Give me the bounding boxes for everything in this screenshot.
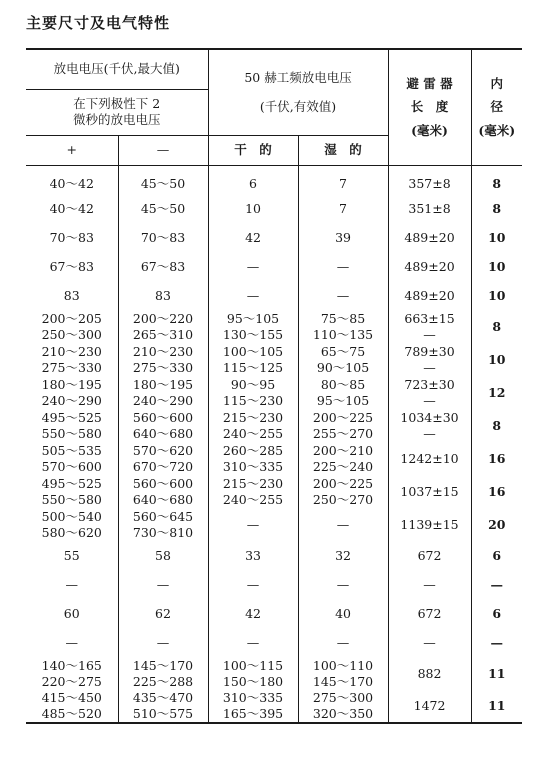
- cell-dry-line: 150～180: [222, 673, 284, 689]
- cell-wet-line: 275～300: [312, 690, 374, 706]
- cell-dry-line: 100～115: [222, 657, 284, 673]
- cell-positive-line: 140～165: [41, 657, 102, 673]
- cell-negative: [118, 165, 208, 194]
- header-length: [388, 49, 471, 165]
- cell-negative: [118, 475, 208, 508]
- cell-dry-line: 240～255: [222, 425, 284, 441]
- cell-dry: [208, 657, 298, 690]
- cell-wet-line: 250～270: [312, 491, 374, 507]
- cell-dry-line: —: [246, 287, 260, 303]
- cell-length: [388, 690, 471, 723]
- cell-length-line: 489±20: [404, 287, 455, 303]
- cell-positive: [26, 343, 118, 376]
- cell-negative: [118, 281, 208, 310]
- header-wet: 湿 的: [298, 135, 388, 165]
- cell-negative-line: —: [156, 576, 170, 592]
- cell-negative: [118, 541, 208, 570]
- cell-positive-line: 505～535: [41, 442, 102, 458]
- cell-length: [388, 541, 471, 570]
- cell-negative-line: 210～230: [132, 343, 194, 359]
- cell-dry-line: 42: [245, 605, 261, 621]
- header-power-frequency-unit: (千伏,有效值): [259, 99, 337, 115]
- cell-negative: [118, 690, 208, 723]
- header-positive: +: [26, 135, 118, 165]
- cell-wet-line: —: [336, 258, 350, 274]
- cell-wet-line: —: [336, 287, 350, 303]
- page-title: 主要尺寸及电气特性: [26, 14, 171, 32]
- cell-diameter: 20: [471, 508, 522, 541]
- table-row: [26, 690, 522, 723]
- cell-length-line: 1034±30: [400, 409, 459, 425]
- cell-length: [388, 599, 471, 628]
- cell-length: [388, 343, 471, 376]
- cell-wet-line: 65～75: [320, 343, 366, 359]
- cell-positive: [26, 194, 118, 223]
- cell-dry: [208, 409, 298, 442]
- cell-dry: [208, 343, 298, 376]
- cell-diameter: —: [471, 570, 522, 599]
- table-row: [26, 376, 522, 409]
- header-impulse-line-2: 微秒的放电电压: [73, 112, 161, 127]
- cell-dry-line: 260～285: [222, 442, 284, 458]
- cell-positive: [26, 442, 118, 475]
- cell-negative-line: 570～620: [132, 442, 194, 458]
- cell-length: [388, 570, 471, 599]
- cell-wet-line: —: [336, 516, 350, 532]
- cell-dry: [208, 570, 298, 599]
- cell-diameter: 10: [471, 343, 522, 376]
- cell-negative-line: 560～600: [132, 409, 194, 425]
- cell-positive-line: 60: [63, 605, 80, 621]
- cell-positive: [26, 409, 118, 442]
- cell-dry: [208, 599, 298, 628]
- cell-wet-line: 80～85: [320, 376, 366, 392]
- cell-negative: [118, 194, 208, 223]
- cell-negative: [118, 657, 208, 690]
- cell-positive: [26, 570, 118, 599]
- cell-length-line: 723±30: [404, 376, 455, 392]
- table-row: [26, 475, 522, 508]
- cell-wet: [298, 252, 388, 281]
- cell-dry: [208, 690, 298, 723]
- header-diameter-line-1: 内: [490, 75, 504, 91]
- cell-negative-line: 560～645: [132, 508, 194, 524]
- header-diameter-line-3: (毫米): [478, 123, 516, 139]
- cell-dry-line: 6: [249, 175, 257, 191]
- cell-wet-line: —: [336, 634, 350, 650]
- cell-positive-line: 83: [63, 287, 80, 303]
- cell-negative-line: 730～810: [132, 524, 194, 540]
- cell-wet: [298, 541, 388, 570]
- cell-wet: [298, 628, 388, 657]
- cell-negative-line: 435～470: [132, 690, 194, 706]
- spec-table: [26, 48, 522, 724]
- cell-length-line: 882: [417, 665, 442, 681]
- cell-length: [388, 194, 471, 223]
- cell-negative-line: —: [156, 634, 170, 650]
- cell-negative-line: 145～170: [132, 657, 194, 673]
- cell-diameter: 10: [471, 281, 522, 310]
- cell-positive: [26, 690, 118, 723]
- cell-positive: [26, 541, 118, 570]
- table-header: [26, 49, 522, 165]
- cell-positive: [26, 252, 118, 281]
- cell-negative-line: 560～600: [132, 475, 194, 491]
- table-row: [26, 599, 522, 628]
- cell-diameter: 6: [471, 599, 522, 628]
- cell-wet: [298, 690, 388, 723]
- cell-dry-line: —: [246, 258, 260, 274]
- cell-wet-line: 95～105: [316, 392, 370, 408]
- header-impulse-line-1: 在下列极性下 2: [73, 96, 161, 112]
- cell-dry: [208, 223, 298, 252]
- table-row: [26, 541, 522, 570]
- cell-negative-line: 640～680: [132, 491, 194, 507]
- cell-dry-line: 115～230: [222, 392, 284, 408]
- cell-wet-line: 100～110: [312, 657, 374, 673]
- table-row: [26, 223, 522, 252]
- cell-negative: [118, 442, 208, 475]
- cell-positive: [26, 223, 118, 252]
- cell-dry-line: 100～105: [222, 343, 284, 359]
- cell-positive-line: 250～300: [41, 326, 102, 342]
- cell-negative-line: 180～195: [132, 376, 194, 392]
- cell-wet: [298, 281, 388, 310]
- header-length-line-1: 避 雷 器: [406, 75, 453, 91]
- cell-dry: [208, 376, 298, 409]
- cell-positive-line: —: [65, 634, 78, 650]
- cell-dry-line: 115～125: [222, 359, 284, 375]
- cell-negative-line: 62: [155, 605, 171, 621]
- table-row: [26, 409, 522, 442]
- cell-wet-line: 200～225: [312, 409, 374, 425]
- cell-negative-line: 67～83: [140, 258, 186, 274]
- cell-length: [388, 508, 471, 541]
- cell-negative-line: 58: [155, 547, 171, 563]
- cell-wet: [298, 570, 388, 599]
- cell-positive: [26, 376, 118, 409]
- cell-negative: [118, 252, 208, 281]
- cell-positive: [26, 475, 118, 508]
- cell-length-line: 1139±15: [400, 516, 459, 532]
- cell-length-line: 1242±10: [400, 450, 459, 466]
- cell-length: [388, 252, 471, 281]
- cell-diameter: 11: [471, 690, 522, 723]
- cell-positive-line: 220～275: [41, 673, 102, 689]
- table-body: [26, 165, 522, 723]
- cell-dry: [208, 165, 298, 194]
- cell-diameter: 8: [471, 310, 522, 343]
- cell-wet-line: 39: [335, 229, 351, 245]
- cell-diameter: 8: [471, 194, 522, 223]
- cell-dry-line: 310～335: [222, 690, 284, 706]
- cell-positive: [26, 165, 118, 194]
- cell-negative: [118, 343, 208, 376]
- cell-positive: [26, 599, 118, 628]
- cell-wet-line: —: [336, 576, 350, 592]
- cell-dry-line: —: [246, 576, 260, 592]
- cell-length-line: —: [423, 576, 436, 592]
- cell-negative: [118, 599, 208, 628]
- table-row: [26, 310, 522, 343]
- cell-negative: [118, 508, 208, 541]
- cell-positive-line: 495～525: [41, 475, 102, 491]
- cell-negative: [118, 310, 208, 343]
- cell-negative-line: 275～330: [132, 359, 194, 375]
- cell-dry-line: —: [246, 634, 260, 650]
- cell-negative-line: 70～83: [140, 229, 186, 245]
- header-dry: 干 的: [208, 135, 298, 165]
- cell-positive: [26, 628, 118, 657]
- cell-negative-line: 240～290: [132, 392, 194, 408]
- cell-positive-line: 275～330: [41, 359, 102, 375]
- cell-positive: [26, 657, 118, 690]
- cell-wet: [298, 508, 388, 541]
- cell-negative-line: 640～680: [132, 425, 194, 441]
- cell-positive-line: 55: [63, 547, 80, 563]
- cell-dry-line: 215～230: [222, 475, 284, 491]
- header-diameter-line-2: 径: [490, 99, 504, 115]
- header-power-frequency: [208, 49, 388, 135]
- cell-wet: [298, 376, 388, 409]
- cell-negative-line: 200～220: [132, 310, 194, 326]
- cell-diameter: 10: [471, 223, 522, 252]
- cell-length-line: —: [423, 634, 436, 650]
- cell-positive: [26, 310, 118, 343]
- cell-wet: [298, 223, 388, 252]
- cell-dry: [208, 541, 298, 570]
- cell-positive-line: 210～230: [41, 343, 102, 359]
- cell-negative-line: 265～310: [132, 326, 194, 342]
- cell-wet: [298, 409, 388, 442]
- cell-wet: [298, 165, 388, 194]
- cell-wet-line: 90～105: [316, 359, 370, 375]
- cell-positive: [26, 281, 118, 310]
- cell-negative: [118, 376, 208, 409]
- cell-length-line: 672: [417, 605, 442, 621]
- header-length-line-2: 长 度: [410, 99, 449, 115]
- cell-dry: [208, 252, 298, 281]
- cell-dry-line: 33: [245, 547, 261, 563]
- cell-length-line: —: [423, 392, 436, 408]
- cell-wet: [298, 599, 388, 628]
- cell-dry: [208, 310, 298, 343]
- cell-wet-line: 32: [335, 547, 351, 563]
- cell-dry: [208, 442, 298, 475]
- cell-negative: [118, 570, 208, 599]
- header-length-line-3: (毫米): [411, 123, 448, 139]
- cell-diameter: 6: [471, 541, 522, 570]
- cell-length: [388, 657, 471, 690]
- cell-diameter: 16: [471, 475, 522, 508]
- cell-dry: [208, 508, 298, 541]
- cell-dry: [208, 628, 298, 657]
- cell-positive-line: 485～520: [41, 706, 102, 721]
- cell-wet: [298, 475, 388, 508]
- cell-length-line: 351±8: [408, 200, 451, 216]
- cell-dry-line: 240～255: [222, 491, 284, 507]
- cell-positive-line: 415～450: [41, 690, 102, 706]
- cell-length: [388, 628, 471, 657]
- cell-negative: [118, 223, 208, 252]
- table-row: [26, 442, 522, 475]
- cell-positive-line: 580～620: [41, 524, 102, 540]
- cell-length-line: 663±15: [404, 310, 455, 326]
- cell-negative-line: 45～50: [140, 200, 186, 216]
- cell-wet: [298, 442, 388, 475]
- table-row: [26, 281, 522, 310]
- cell-wet: [298, 310, 388, 343]
- header-power-frequency-title: 50 赫工频放电电压: [244, 69, 352, 85]
- cell-wet-line: 200～225: [312, 475, 374, 491]
- cell-dry: [208, 194, 298, 223]
- cell-length-line: 1472: [413, 698, 446, 714]
- cell-positive-line: 570～600: [41, 458, 102, 474]
- cell-dry-line: 165～395: [222, 706, 284, 721]
- cell-length: [388, 409, 471, 442]
- cell-dry-line: 42: [245, 229, 261, 245]
- cell-positive-line: 550～580: [41, 491, 102, 507]
- cell-wet: [298, 194, 388, 223]
- table-row: [26, 628, 522, 657]
- cell-negative: [118, 409, 208, 442]
- cell-length-line: 489±20: [404, 258, 455, 274]
- cell-negative-line: 670～720: [132, 458, 194, 474]
- cell-length-line: 1037±15: [400, 483, 459, 499]
- cell-length-line: 789±30: [404, 343, 455, 359]
- cell-dry-line: 130～155: [222, 326, 284, 342]
- cell-diameter: 8: [471, 409, 522, 442]
- cell-dry-line: 215～230: [222, 409, 284, 425]
- cell-dry-line: 310～335: [222, 458, 284, 474]
- cell-length-line: 357±8: [408, 175, 451, 191]
- cell-dry: [208, 475, 298, 508]
- cell-wet-line: 75～85: [320, 310, 366, 326]
- table-row: [26, 657, 522, 690]
- cell-positive-line: 500～540: [41, 508, 102, 524]
- cell-wet-line: 40: [335, 605, 351, 621]
- cell-wet: [298, 343, 388, 376]
- cell-positive-line: —: [65, 576, 78, 592]
- cell-negative-line: 83: [155, 287, 171, 303]
- cell-positive-line: 70～83: [49, 229, 94, 245]
- cell-positive-line: 180～195: [41, 376, 102, 392]
- cell-positive-line: 240～290: [41, 392, 102, 408]
- cell-negative-line: 45～50: [140, 175, 186, 191]
- cell-length-line: —: [423, 359, 436, 375]
- cell-wet-line: 7: [339, 200, 347, 216]
- cell-wet-line: 320～350: [312, 706, 374, 721]
- cell-length: [388, 165, 471, 194]
- cell-diameter: 11: [471, 657, 522, 690]
- cell-length-line: 489±20: [404, 229, 455, 245]
- cell-length-line: —: [423, 425, 436, 441]
- table-row: [26, 570, 522, 599]
- cell-negative: [118, 628, 208, 657]
- cell-length: [388, 310, 471, 343]
- cell-length: [388, 475, 471, 508]
- cell-wet-line: 225～240: [312, 458, 374, 474]
- cell-dry: [208, 281, 298, 310]
- cell-positive-line: 40～42: [49, 175, 94, 191]
- header-diameter: [471, 49, 522, 165]
- cell-length-line: —: [423, 326, 436, 342]
- cell-positive-line: 40～42: [49, 200, 94, 216]
- header-impulse: [26, 89, 208, 135]
- table-row: [26, 165, 522, 194]
- cell-diameter: 8: [471, 165, 522, 194]
- cell-length-line: 672: [417, 547, 442, 563]
- cell-wet-line: 110～135: [312, 326, 374, 342]
- header-negative: —: [118, 135, 208, 165]
- cell-positive: [26, 508, 118, 541]
- cell-wet-line: 200～210: [312, 442, 374, 458]
- table-row: [26, 194, 522, 223]
- cell-diameter: 12: [471, 376, 522, 409]
- cell-positive-line: 550～580: [41, 425, 102, 441]
- cell-dry-line: 10: [245, 200, 261, 216]
- cell-diameter: 10: [471, 252, 522, 281]
- cell-positive-line: 200～205: [41, 310, 102, 326]
- cell-dry-line: 90～95: [230, 376, 276, 392]
- table-row: [26, 508, 522, 541]
- cell-negative-line: 510～575: [132, 706, 194, 721]
- cell-wet-line: 7: [339, 175, 347, 191]
- cell-positive-line: 67～83: [49, 258, 94, 274]
- cell-diameter: —: [471, 628, 522, 657]
- cell-wet-line: 255～270: [312, 425, 374, 441]
- cell-length: [388, 281, 471, 310]
- cell-wet-line: 145～170: [312, 673, 374, 689]
- cell-wet: [298, 657, 388, 690]
- cell-length: [388, 442, 471, 475]
- cell-dry-line: —: [246, 516, 260, 532]
- cell-length: [388, 223, 471, 252]
- cell-negative-line: 225～288: [132, 673, 194, 689]
- cell-dry-line: 95～105: [226, 310, 280, 326]
- header-discharge-voltage: 放电电压(千伏,最大值): [26, 49, 208, 89]
- table-row: [26, 252, 522, 281]
- cell-positive-line: 495～525: [41, 409, 102, 425]
- cell-length: [388, 376, 471, 409]
- cell-diameter: 16: [471, 442, 522, 475]
- table-row: [26, 343, 522, 376]
